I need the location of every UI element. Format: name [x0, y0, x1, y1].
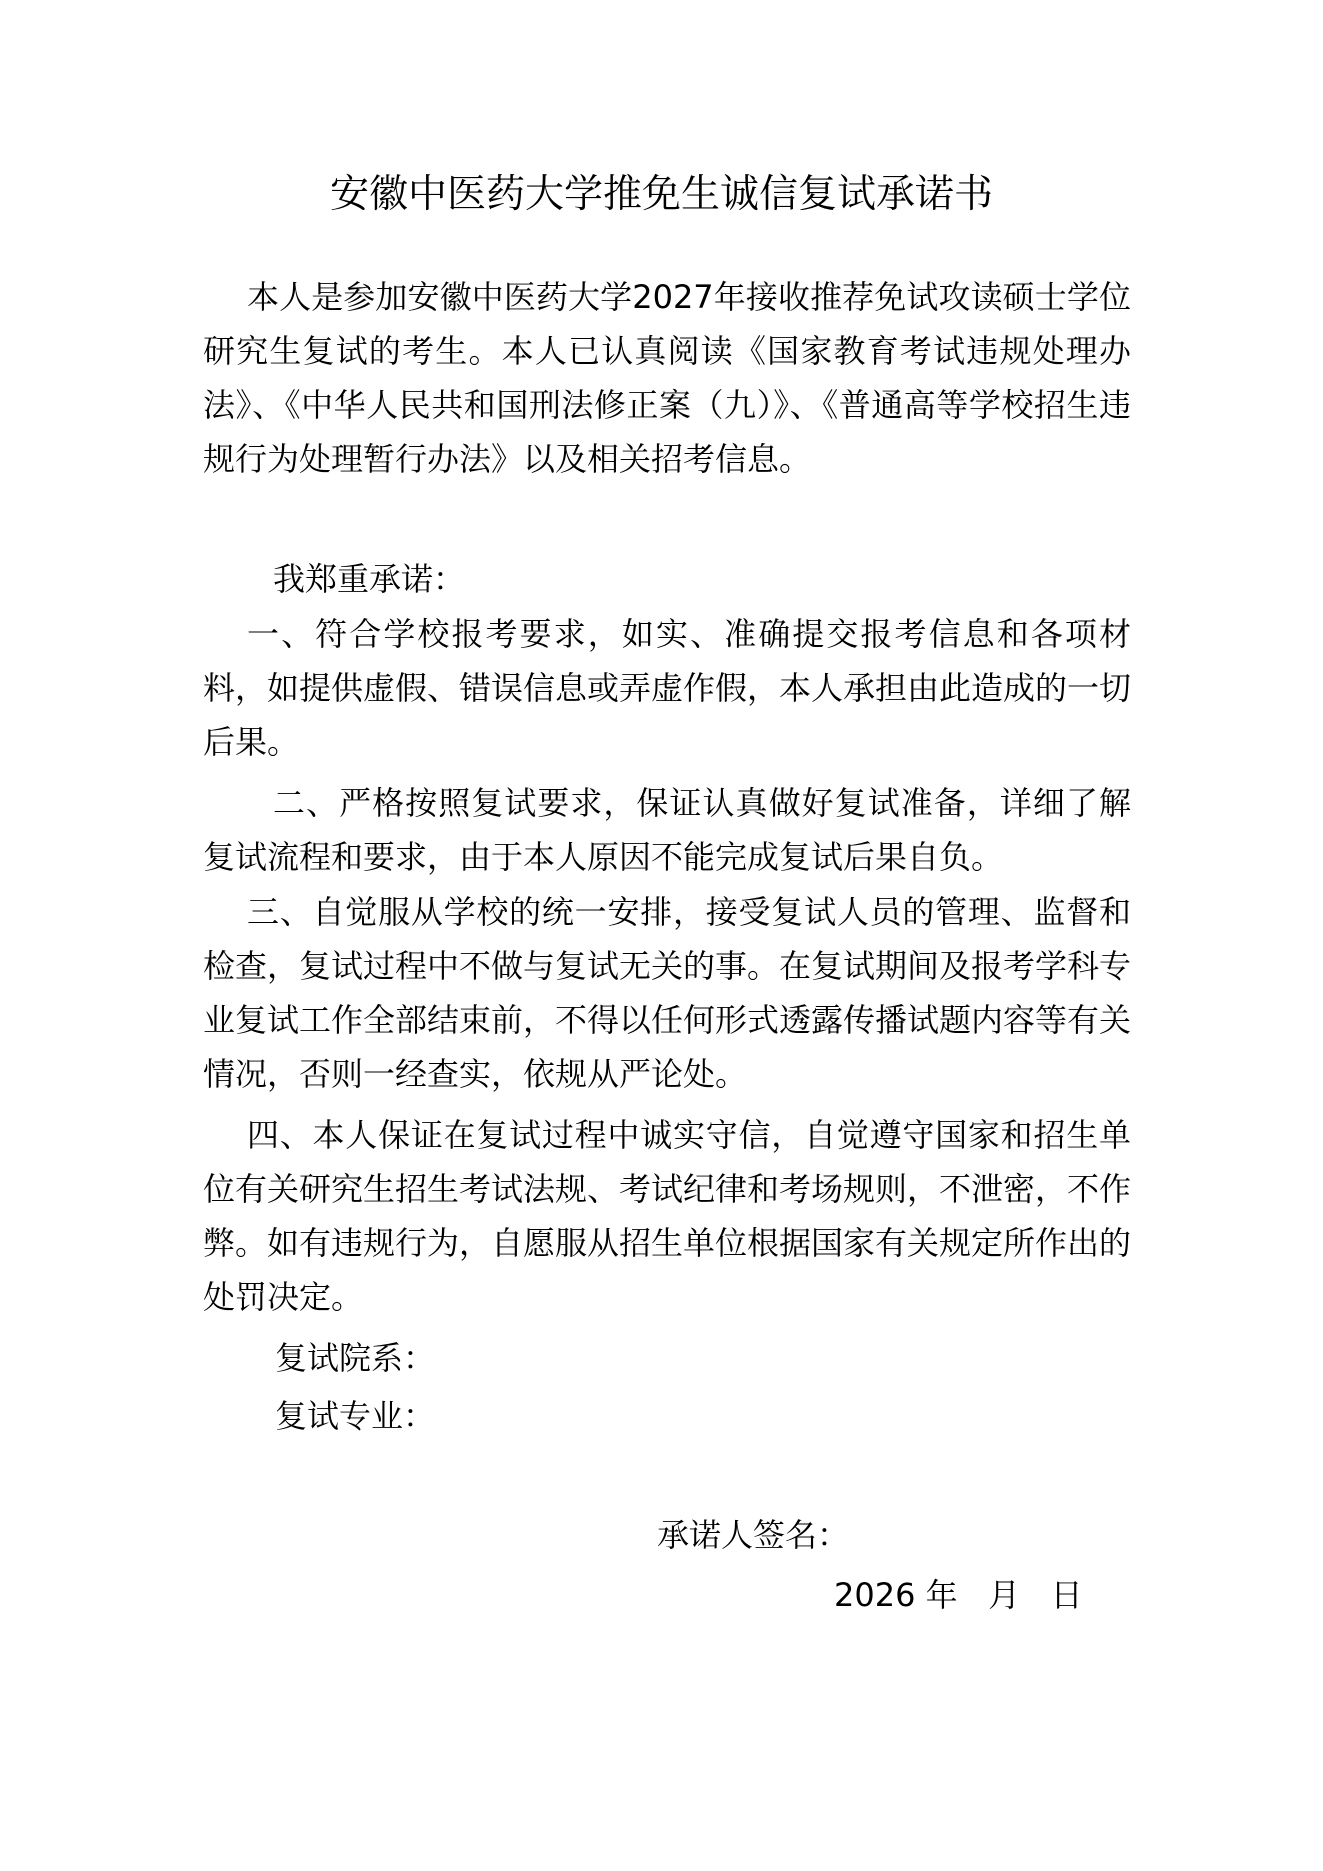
- intro-paragraph: 本人是参加安徽中医药大学2027年接收推荐免试攻读硕士学位研究生复试的考生。本人已认真阅读《国家教育考试违规处理办法》、《中华人民共和国刑法修正案（九）》、《普通高等学校招生违规行为处理暂行办法》以及相关招考信息。: [203, 278, 1131, 478]
- pledge-item-4: 四、本人保证在复试过程中诚实守信，自觉遵守国家和招生单位有关研究生招生考试法规、考试纪律和考场规则，不泄密，不作弊。如有违规行为，自愿服从招生单位根据国家有关规定所作出的处罚决定。: [203, 1116, 1132, 1316]
- pledge-item-1: 一、符合学校报考要求，如实、准确提交报考信息和各项材料，如提供虚假、错误信息或弄虚作假，本人承担由此造成的一切后果。: [203, 615, 1132, 761]
- department-field-label: 复试院系：: [275, 1339, 436, 1377]
- major-field-label: 复试专业：: [275, 1397, 436, 1435]
- pledge-item-2: 二、严格按照复试要求，保证认真做好复试准备，详细了解复试流程和要求，由于本人原因不能完成复试后果自负。: [203, 784, 1131, 876]
- pledge-item-3: 三、自觉服从学校的统一安排，接受复试人员的管理、监督和检查，复试过程中不做与复试无关的事。在复试期间及报考学科专业复试工作全部结束前，不得以任何形式透露传播试题内容等有关情况，否则一经查实，依规从严论处。: [203, 893, 1132, 1093]
- signature-date: 2026 年 月 日: [834, 1576, 1083, 1614]
- document-title: 安徽中医药大学推免生诚信复试承诺书: [329, 172, 993, 217]
- pledge-heading: 我郑重承诺：: [273, 560, 466, 598]
- signer-label: 承诺人签名：: [657, 1516, 850, 1554]
